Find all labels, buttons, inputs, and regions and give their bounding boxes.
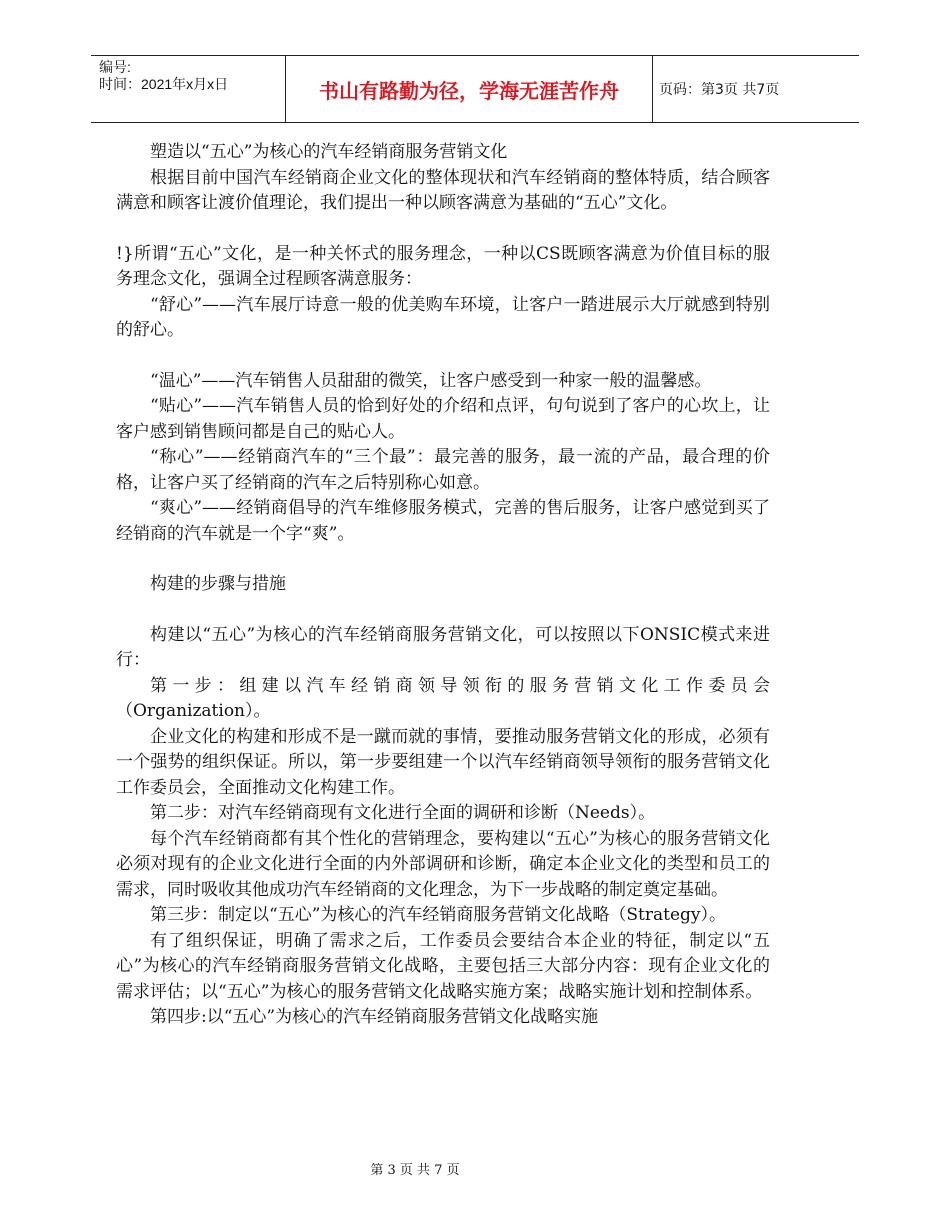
paragraph: “贴心”——汽车销售人员的恰到好处的介绍和点评，句句说到了客户的心坎上，让客户感到销售顾问都是自己的贴心人。 bbox=[116, 396, 770, 442]
paragraph-gap bbox=[116, 344, 770, 369]
paragraph: 企业文化的构建和形成不是一蹴而就的事情，要推动服务营销文化的形成，必须有一个强势的组织保证。所以，第一步要组建一个以汽车经销商领导领衔的服务营销文化工作委员会，全面推动文化构建工作。 bbox=[116, 726, 770, 798]
paragraph: 第三步：制定以“五心”为核心的汽车经销商服务营销文化战略（Strategy）。 bbox=[150, 905, 726, 925]
paragraph-gap bbox=[116, 547, 770, 572]
paragraph: 有了组织保证，明确了需求之后，工作委员会要结合本企业的特征，制定以“五心”为核心的汽车经销商服务营销文化战略，主要包括三大部分内容：现有企业文化的需求评估；以“五心”为核心的服务营销文化战略实施方案；战略实施计划和控制体系。 bbox=[116, 930, 770, 1002]
paragraph: 塑造以“五心”为核心的汽车经销商服务营销文化 bbox=[150, 142, 508, 162]
paragraph-gap bbox=[116, 598, 770, 623]
header-meta bbox=[99, 59, 284, 93]
paragraph: “舒心”——汽车展厅诗意一般的优美购车环境，让客户一踏进展示大厅就感到特别的舒心。 bbox=[116, 294, 770, 340]
paragraph: 根据目前中国汽车经销商企业文化的整体现状和汽车经销商的整体特质，结合顾客满意和顾客让渡价值理论，我们提出一种以顾客满意为基础的“五心”文化。 bbox=[116, 167, 770, 213]
header-page-info: 页码：第3页 共7页 bbox=[659, 82, 780, 98]
paragraph: “爽心”——经销商倡导的汽车维修服务模式，完善的售后服务，让客户感觉到买了经销商的汽车就是一个字“爽”。 bbox=[116, 498, 770, 544]
page-footer: 第 3 页 共 7 页 bbox=[370, 1163, 460, 1178]
paragraph: 第一步：组建以汽车经销商领导领衔的服务营销文化工作委员会（Organization）。 bbox=[116, 675, 770, 721]
page-header bbox=[91, 55, 859, 123]
document-body bbox=[116, 140, 770, 1031]
time-label: 时间：2021年x月x日 bbox=[99, 76, 229, 92]
paragraph: 每个汽车经销商都有其个性化的营销理念，要构建以“五心”为核心的服务营销文化必须对现有的企业文化进行全面的内外部调研和诊断，确定本企业文化的类型和员工的需求，同时吸收其他成功汽车经销商的文化理念，为下一步战略的制定奠定基础。 bbox=[116, 828, 770, 900]
paragraph-gap bbox=[116, 217, 770, 242]
header-motto: 书山有路勤为径，学海无涯苦作舟 bbox=[285, 56, 653, 122]
paragraph: 第四步:以“五心”为核心的汽车经销商服务营销文化战略实施 bbox=[150, 1007, 599, 1027]
paragraph: 构建以“五心”为核心的汽车经销商服务营销文化，可以按照以下ONSIC模式来进行： bbox=[116, 624, 770, 670]
paragraph: 构建的步骤与措施 bbox=[150, 574, 286, 594]
paragraph: “称心”——经销商汽车的“三个最”：最完善的服务，最一流的产品，最合理的价格，让客户买了经销商的汽车之后特别称心如意。 bbox=[116, 447, 770, 493]
number-label: 编号: bbox=[99, 59, 131, 75]
paragraph: !}所谓“五心”文化，是一种关怀式的服务理念，一种以CS既顾客满意为价值目标的服务理念文化，强调全过程顾客满意服务： bbox=[116, 243, 770, 289]
paragraph: 第二步：对汽车经销商现有文化进行全面的调研和诊断（Needs）。 bbox=[150, 803, 656, 823]
paragraph: “温心”——汽车销售人员甜甜的微笑，让客户感受到一种家一般的温馨感。 bbox=[150, 370, 712, 391]
